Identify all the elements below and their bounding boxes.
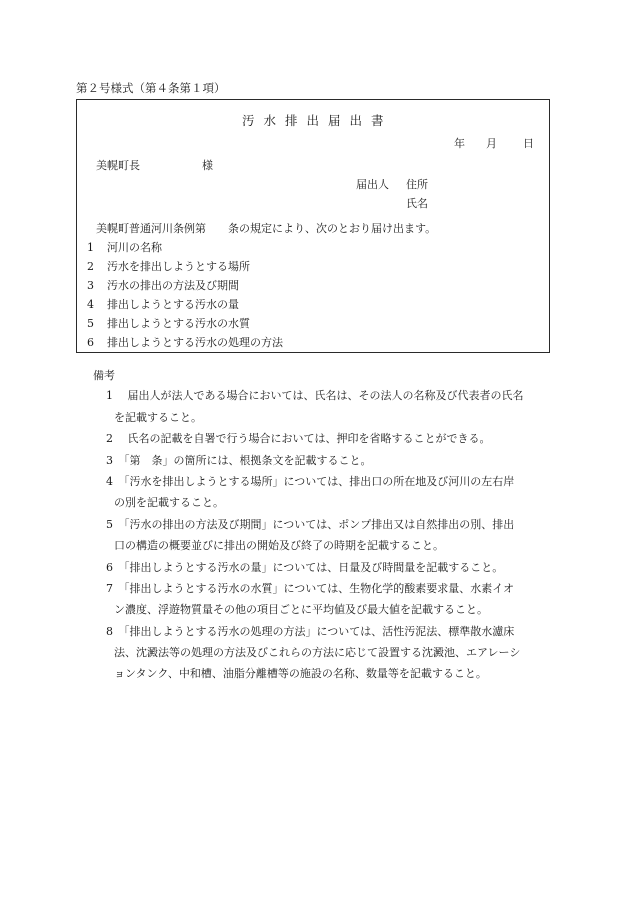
item-treatment-method (87, 334, 283, 350)
note-line: 8 「排出しようとする汚水の処理の方法」については、活性汚泥法、標準散水濾床 (106, 625, 515, 638)
address-label: 住所 (406, 178, 428, 191)
item-label: 汚水の排出の方法及び期間 (107, 279, 239, 292)
form-label: 第２号様式（第４条第１項） (76, 81, 226, 95)
addressee: 美幌町長 (96, 159, 140, 172)
note-line: の別を記載すること。 (114, 496, 224, 509)
item-river-name (87, 239, 162, 255)
note-line: 4 「汚水を排出しようとする場所」については、排出口の所在地及び河川の左右岸 (106, 475, 515, 488)
intro-text: 美幌町普通河川条例第 条の規定により、次のとおり届け出ます。 (96, 222, 437, 235)
item-water-quality (87, 315, 250, 331)
submitter-label: 届出人 (356, 178, 389, 191)
item-number: 2 (87, 260, 94, 273)
item-number: 4 (87, 298, 94, 311)
date-month-label: 月 (486, 137, 497, 150)
note-line: ン濃度、浮遊物質量その他の項目ごとに平均値及び最大値を記載すること。 (114, 603, 488, 616)
item-number: 5 (87, 317, 94, 330)
item-label: 汚水を排出しようとする場所 (107, 260, 250, 273)
note-line: ョンタンク、中和槽、油脂分離槽等の施設の名称、数量等を記載すること。 (114, 667, 487, 680)
item-number: 1 (87, 241, 94, 254)
date-day-label: 日 (523, 137, 534, 150)
item-number: 3 (87, 279, 94, 292)
note-line: 口の構造の概要並びに排出の開始及び終了の時期を記載すること。 (114, 539, 444, 552)
item-label: 排出しようとする汚水の量 (107, 298, 239, 311)
note-line: 法、沈澱法等の処理の方法及びこれらの方法に応じて設置する沈澱池、エアレーシ (114, 646, 521, 659)
item-discharge-method (87, 277, 239, 293)
document-title: 汚水排出届出書 (242, 113, 393, 128)
note-line: 7 「排出しようとする汚水の水質」については、生物化学的酸素要求量、水素イオ (106, 582, 514, 595)
item-discharge-place (87, 258, 250, 274)
notes-title: 備考 (93, 369, 115, 382)
note-line: を記載すること。 (114, 411, 202, 424)
note-line: 6 「排出しようとする汚水の量」については、日量及び時間量を記載すること。 (106, 561, 504, 574)
item-label: 排出しようとする汚水の水質 (107, 317, 250, 330)
honorific: 様 (202, 159, 213, 172)
name-label: 氏名 (406, 197, 428, 210)
item-discharge-volume (87, 296, 239, 312)
note-line: 2 氏名の記載を自署で行う場合においては、押印を省略することができる。 (106, 432, 491, 445)
date-year-label: 年 (454, 137, 465, 150)
note-line: 3 「第 条」の箇所には、根拠条文を記載すること。 (106, 454, 372, 467)
item-label: 排出しようとする汚水の処理の方法 (107, 336, 283, 349)
note-line: 5 「汚水の排出の方法及び期間」については、ポンプ排出又は自然排出の別、排出 (106, 518, 515, 531)
item-label: 河川の名称 (107, 241, 162, 254)
item-number: 6 (87, 336, 94, 349)
note-line: 1 届出人が法人である場合においては、氏名は、その法人の名称及び代表者の氏名 (106, 389, 524, 402)
